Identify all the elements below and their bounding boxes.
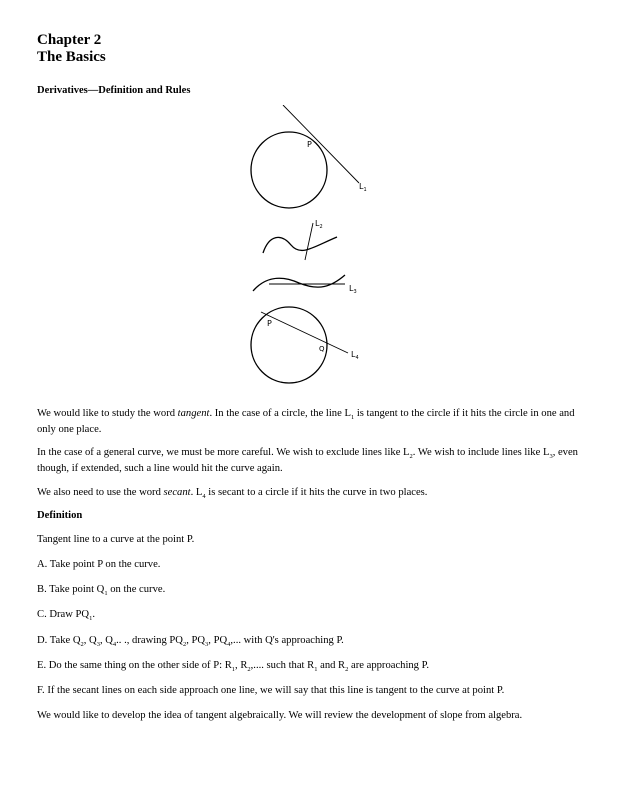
- paragraph-final: We would like to develop the idea of tangent algebraically. We will review the development of slope from algebra.: [37, 709, 523, 721]
- point-p2-label: P: [267, 319, 272, 328]
- paragraph-general-curve: In the case of a general curve, we must be more careful. We wish to exclude lines like $L_2$. We wish to include lines like $L_3$, even though, if extended, such a line would hit the curve again.: [37, 447, 578, 474]
- point-q-label: Q: [319, 345, 325, 353]
- line-l4-label: $L_4$: [351, 350, 359, 361]
- step-a: A. Take point P on the curve.: [37, 559, 161, 571]
- paragraph-secant: We also need to use the word secant. $L_4$ is secant to a circle if it hits the curve in two places.: [37, 486, 428, 500]
- step-b: B. Take point $Q_1$ on the curve.: [37, 584, 166, 598]
- line-l3-label: $L_3$: [349, 284, 357, 295]
- definition-heading: Definition: [37, 510, 83, 522]
- chapter-title: The Basics: [37, 49, 106, 65]
- page-header: [37, 32, 582, 96]
- tangent-figure: [209, 105, 379, 385]
- body-text: [37, 406, 582, 732]
- secant-line-l4: [261, 312, 348, 353]
- line-l1-label: $L_1$: [359, 182, 367, 193]
- curve-l2: [263, 237, 337, 253]
- definition-intro: Tangent line to a curve at the point P.: [37, 534, 195, 546]
- tangent-line-l1: [283, 105, 359, 183]
- curve-l3: [253, 275, 345, 291]
- step-f: F. If the secant lines on each side approach one line, we will say that this line is tangent to the curve at point P.: [37, 684, 505, 696]
- line-l2-label: $L_2$: [315, 219, 323, 230]
- line-l2: [305, 223, 313, 260]
- circle-1: [251, 132, 327, 208]
- step-d: D. Take $Q_2$, $Q_3$, $Q_4$.. ., drawing $PQ_2$, $PQ_3$, $PQ_4$,... with Q's approaching P.: [37, 634, 344, 648]
- point-p-label: P: [307, 140, 312, 149]
- step-e: E. Do the same thing on the other side of P: $R_1$, $R_2$,.... such that $R_1$ and $R_2$ are approaching P.: [37, 659, 429, 673]
- chapter-number: Chapter 2: [37, 32, 102, 48]
- section-title: Derivatives—Definition and Rules: [37, 85, 191, 96]
- circle-2: [251, 307, 327, 383]
- step-c: C. Draw $PQ_1$.: [37, 609, 95, 623]
- paragraph-tangent-intro: We would like to study the word tangent. In the case of a circle, the line $L_1$ is tangent to the circle if it hits the circle in one and only one place.: [37, 408, 575, 435]
